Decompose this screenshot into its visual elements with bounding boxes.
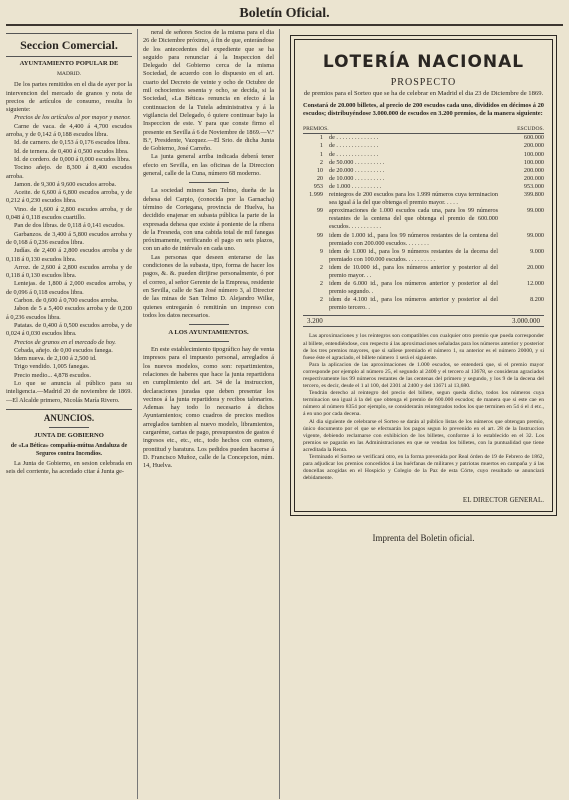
prize-row <box>303 151 544 159</box>
price-line: Id. de cordero. de 0,000 á 0,000 escudos libra. <box>14 155 131 163</box>
anuncios-title: ANUNCIOS. <box>43 412 95 423</box>
prize-row <box>303 183 544 191</box>
prize-amount: 20.000 <box>526 263 544 271</box>
prize-quantity: 99 <box>316 231 323 239</box>
prize-total-row <box>303 315 544 327</box>
note-paragraph: Las aproximaciones y los reintegros son compatibles con cualquier otro premio que pueda corresponder al billete, entendiéndose, con respecto á las aproximaciones señaladas para los números anterior y posterior de los tres premios mayores, que si saliese premiado el número 1, su anterior es el número 20000, y si fuese éste el agraciado, el billete número 1 será el siguiente. <box>303 333 544 361</box>
junta-subtitle: de «La Bética» compañía-mútua Andaluza de Seguros contra Incendios. <box>10 442 128 457</box>
prize-row <box>303 248 544 264</box>
premios-header: PREMIOS. <box>303 126 329 133</box>
price-line: Arroz. de 2,600 á 2,800 escudos arroba y de 0,118 á 0,130 escudos libra. <box>6 263 132 280</box>
note-paragraph: Terminado el Sorteo se verificará otro, en la forma prevenida por Real órden de 19 de Febrero de 1862, para adjudicar los premios concedidos á las huérfanas de militares y patriotas muertos en campaña y á las doncellas acogidas en el Hospicio y Colegio de la Paz de esta Córte, cuyo resultado se anunciará debidamente. <box>303 454 544 482</box>
prize-description: idem de 1.000 id., para los 9 números restantes de la decena del premiado con 100.000 escudos. . . . . . . . . . <box>329 247 498 263</box>
column-lottery <box>280 29 563 799</box>
prize-table <box>303 134 544 312</box>
granos-heading: Precios de granos en el mercado de hoy. <box>14 338 117 346</box>
closing-paragraph: Lo que se anuncia al público para su inteligencia.—Madrid 20 de noviembre de 1869.—El Alcalde primero, Nicolás María Rivero. <box>6 379 132 404</box>
ayuntamiento-title: AYUNTAMIENTO POPULAR DE <box>19 60 119 67</box>
lottery-constitution: Constará de 20.000 billetes, al precio de 200 escudos cada uno, divididos en décimos á 20 escudos; distribuyéndose 3.000.000 de escudos en 3.200 premios, de la manera siguiente: <box>303 101 544 118</box>
prize-description: de 1.000 . . . . . . . . . . <box>329 182 382 190</box>
prize-description: idem de 10.000 id., para los números anterior y posterior al del premio mayor. . . <box>329 263 498 279</box>
director-signature: EL DIRECTOR GENERAL. <box>462 496 544 505</box>
price-line: Carbon. de 0,600 á 0,700 escudos arroba. <box>14 297 119 305</box>
prize-quantity: 2 <box>319 158 323 166</box>
notice-paragraph: La junta general arriba indicada deberá tener efecto en Sevilla, en las oficinas de la Direccion general, calle de la Cuna, número 68 moderno. <box>143 153 274 178</box>
prize-quantity: 953 <box>313 182 323 190</box>
divider <box>189 341 229 342</box>
prize-quantity: 1 <box>319 150 323 158</box>
prize-amount: 600.000 <box>523 134 544 142</box>
prize-row <box>303 207 544 231</box>
grain-line: Idem nueva. de 2,100 á 2,500 id. <box>14 355 97 363</box>
price-line: Garbanzos. de 3,400 á 5,800 escudos arroba y de 0,168 á 0,236 escudos libra. <box>6 230 132 246</box>
prices-heading: Precios de los artículos al por mayor y menor. <box>14 114 131 122</box>
notice-paragraph: En este establecimiento tipográfico hay de venta impresos para el impuesto personal, arreglados á los nuevos modelos, como son: repartimientos, relaciones de haberes que hace la junta repartidora en cumplimiento del art. 34 de la instruccion, declaraciones juradas que deben presentar los vecinos á la junta repartidora y recibos talonarios. Ademas hay todo lo necesario á dichos Ayuntamientos; como cuadros de precios medios arreglados tambien al nuevo modelo, libramientos, cargaréme, cartas de pago, presupuestos de gastos é ingresos etc., etc., etc., todo hechos con esmero, prontitud y baratura. Los pedidos pueden hacerse á D. Francisco Muñoz, calle de la Concepcion, núm. 14, Huelva. <box>143 346 274 470</box>
prize-row <box>303 191 544 207</box>
lottery-subtitle: de premios para el Sorteo que se ha de celebrar en Madrid el dia 23 de Diciembre de 1869. <box>303 90 544 98</box>
lottery-notes <box>303 333 544 482</box>
lottery-outer-frame <box>290 35 557 516</box>
price-line: Id. de ternera. de 0,400 á 0,500 escudos libra. <box>14 147 129 155</box>
note-paragraph: Tendrán derecho al reintegro del precio del billete, segun queda dicho, todos los números cuya terminacion sea igual á la del que obtenga el premio de 600.000 escudos; de manera que si este cae en número al número 8354 por ejemplo, se considerarán reintegrados todos los que terminen en 54 ó el 4 etc., á en uno por cada decena. <box>303 390 544 418</box>
notice-paragraph: neral de señores Socios de la misma para el dia 26 de Diciembre próximo, á fin de que, enterándose de los antecedentes del expediente que se ha seguido para renunciar á la Inspeccion del Delegado del Gobierno cerca de la misma Sociedad, de acuerdo con lo dispuesto en el art. cuarto del Decreto de veinte y ocho de Octubre de mil ochocientos sesenta y ocho, se decida, si la Sociedad, «La Bética» renuncia en efecto á la continuacion de la Tutela administrativa y á la vigilancia del Delegado, ó quiere continuar bajo la Inspeccion de este. Y para que conste firmo el presente en Sevilla á 6 de Noviembre de 1869.—V.º B.º, Presidente, Vazquez.—El Srio. de dicha Junta de Gobierno, José Carreño. <box>143 29 274 153</box>
price-line: Pan de dos libras. de 0,118 á 0,141 escudos. <box>14 222 125 230</box>
prize-description: de 10.000 . . . . . . . . . . <box>329 174 385 182</box>
column-commercial <box>6 29 138 799</box>
grain-line: Trigo vendido. 1,005 fanegas. <box>14 363 90 371</box>
prize-quantity: 10 <box>316 166 323 174</box>
prize-description: de 50.000 . . . . . . . . . . <box>329 158 385 166</box>
notice-paragraph: Las personas que deseen enterarse de las condiciones de la subasta, tipo, forma de hacer los pagos, &. &. pueden dirijirse personalmente, ó por el correo, al señor Gerente de la Empresa, residente en Sevilla, calle de San José número 3, al Director de las minas de San Telmo D. Alejandro Wilke, quienes entregarán ó remitirán un impreso con todos los datos necesarios. <box>143 253 274 319</box>
prices-list <box>6 123 132 339</box>
divider <box>6 33 132 34</box>
prize-amount: 99.000 <box>526 231 544 239</box>
prize-quantity: 1 <box>319 142 323 150</box>
divider <box>6 56 132 57</box>
prize-description: reintegros de 200 escudos para los 1.999 números cuya terminacion sea igual á la del que obtenga el premio mayor. . . . . <box>329 191 498 207</box>
prize-row <box>303 175 544 183</box>
total-qty: 3.200 <box>307 317 323 326</box>
section-title: Seccion Comercial. <box>20 38 118 52</box>
column-notices <box>138 29 280 799</box>
prize-row <box>303 264 544 280</box>
price-line: Jabon de 5 a 5,400 escudos arroba y de 0,200 á 0,236 escudos libra. <box>6 305 132 321</box>
note-paragraph: Al dia siguiente de celebrarse el Sorteo se darán al público listas de los números que obtengan premio, único documento por el que se efectuarán los pagos segun lo prevenido en el art. 28 de la Instruccion vigente, debiendo reclamarse con exhibicion de los billetes, conforme á lo establecido en el 32. Los premios se pagarán en las Administraciones en que se vendan los billetes, con la puntualidad que tiene acreditada la Renta. <box>303 418 544 453</box>
price-line: Id. de carnero. de 0,153 á 0,176 escudos libra. <box>14 139 130 147</box>
prize-quantity: 2 <box>319 296 323 304</box>
prize-row <box>303 296 544 312</box>
price-line: Carne de vaca. de 4,400 á 4,700 escudos arroba, y de 0,142 á 0,188 escudos libra. <box>6 122 132 139</box>
prize-row <box>303 167 544 175</box>
prize-amount: 953.000 <box>523 182 544 190</box>
prize-table-header <box>303 125 544 134</box>
masthead-title: Boletín Oficial. <box>6 4 563 26</box>
prize-row <box>303 142 544 150</box>
ayuntamiento-place: MADRID. <box>56 71 82 77</box>
prize-amount: 9.000 <box>530 247 544 255</box>
prize-description: aproximaciones de 1.000 escudos cada una, para los 99 números restantes de la centena del que obtenga el premio de 600.000 escudos. . . . . . . . . . . <box>329 207 498 231</box>
divider <box>49 427 89 428</box>
imprenta-footer: Imprenta del Boletin oficial. <box>372 532 475 543</box>
price-line: Lentejas. de 1,800 á 2,000 escudos arroba, y de 0,096 á 0,118 escudos libra. <box>6 280 132 296</box>
grain-line: Precio medio... 4,878 escudos. <box>14 371 91 379</box>
prize-amount: 100.000 <box>523 158 544 166</box>
lottery-inner-frame <box>294 39 553 512</box>
prize-description: de . . . . . . . . . . . . . . <box>329 134 379 142</box>
divider <box>6 409 132 410</box>
divider <box>189 182 229 183</box>
lottery-title: LOTERÍA NACIONAL <box>322 52 525 72</box>
prize-quantity: 1 <box>319 134 323 142</box>
prize-quantity: 1.999 <box>309 191 323 199</box>
junta-title: JUNTA DE GOBIERNO <box>34 431 104 439</box>
price-line: Vino. de 1,600 á 2,800 escudos arroba, y de 0,048 á 0,118 escudos cuartillo. <box>6 205 132 222</box>
prize-amount: 8.200 <box>530 296 544 304</box>
prize-row <box>303 134 544 142</box>
prize-quantity: 2 <box>319 263 323 271</box>
prize-amount: 200.000 <box>523 142 544 150</box>
divider <box>189 324 229 325</box>
prize-amount: 200.000 <box>523 166 544 174</box>
prize-description: idem de 6.000 id., para los números anterior y posterior al del premio segundo. . <box>329 280 498 296</box>
note-paragraph: Para la aplicacion de las aproximaciones de 1.000 escudos, se entenderá que, si el premio mayor corresponde por ejemplo al número 25, el segundo al 2400 y el tercero al 13678, se consideran agraciados respectivamente los 99 números restantes de las centenas del primero y segundo, y los 9 de la decena del tercero, es decir, desde el 1 al 100, del 2301 al 2400 y del 13671 al 13,680. <box>303 361 544 390</box>
junta-paragraph: La Junta de Gobierno, en sesion celebrada en seis del corriente, ha acordado citar á Junta ge- <box>6 459 132 476</box>
prize-description: de . . . . . . . . . . . . . . <box>329 150 379 158</box>
prize-quantity: 20 <box>316 174 323 182</box>
total-amount: 3.000.000 <box>512 317 540 326</box>
grain-line: Cebada, añejo. de 0,00 escudos fanega. <box>14 346 113 354</box>
prize-description: de 20.000 . . . . . . . . . . <box>329 166 385 174</box>
prize-amount: 99.000 <box>526 207 544 215</box>
prize-description: de . . . . . . . . . . . . . . <box>329 142 379 150</box>
columns <box>6 29 563 799</box>
intro-paragraph: De los partes remitidos en el dia de ayer por la intervencion del mercado de granos y nota de precios de artículos de consumo, resulta lo siguiente: <box>6 81 132 114</box>
prospecto-title: PROSPECTO <box>390 77 457 88</box>
escudos-header: ESCUDOS. <box>517 126 544 133</box>
prize-amount: 200.000 <box>523 174 544 182</box>
prize-amount: 399.800 <box>523 191 544 199</box>
notice-paragraph: La sociedad minera San Telmo, dueña de la dehesa del Carpio, (conocida por la Garnacha) término de Cortegana, provincia de Huelva, ha decidido enajenar en subasta pública la parte de la expresada dehesa que existe á poniente de la ribera de la Fresneda, con una cabida total de mil fanegas próximamente, verificando el pago en seis plazos, con un año de intérvalo en cada uno. <box>143 187 274 253</box>
prize-row <box>303 159 544 167</box>
prize-row <box>303 232 544 248</box>
ayuntamientos-heading: A LOS AYUNTAMIENTOS. <box>168 329 249 337</box>
prize-quantity: 99 <box>316 207 323 215</box>
prize-quantity: 2 <box>319 280 323 288</box>
price-line: Patatas. de 0,400 á 0,500 escudos arroba, y de 0,024 á 0,030 escudos libra. <box>6 321 132 338</box>
price-line: Judías. de 2,400 á 2,800 escudos arroba y de 0,118 á 0,130 escudos libra. <box>6 247 132 263</box>
prize-amount: 12.000 <box>526 280 544 288</box>
prize-description: idem de 4.100 id., para los números anterior y posterior al del premio tercero. . <box>329 296 498 312</box>
price-line: Jamon. de 9,300 á 9,600 escudos arroba. <box>14 180 117 188</box>
prize-amount: 100.000 <box>523 150 544 158</box>
price-line: Tocino añejo. de 8,300 á 8,400 escudos arroba. <box>6 164 132 180</box>
granos-list <box>6 347 132 380</box>
price-line: Aceite. de 6,600 á 6,800 escudos arroba, y de 0,212 á 0,230 escudos libra. <box>6 189 132 205</box>
prize-description: idem de 1.000 id., para los 99 números restantes de la centena del premiado con 200.000 escudos. . . . . . . . <box>329 231 498 247</box>
prize-row <box>303 280 544 296</box>
prize-quantity: 9 <box>319 247 323 255</box>
